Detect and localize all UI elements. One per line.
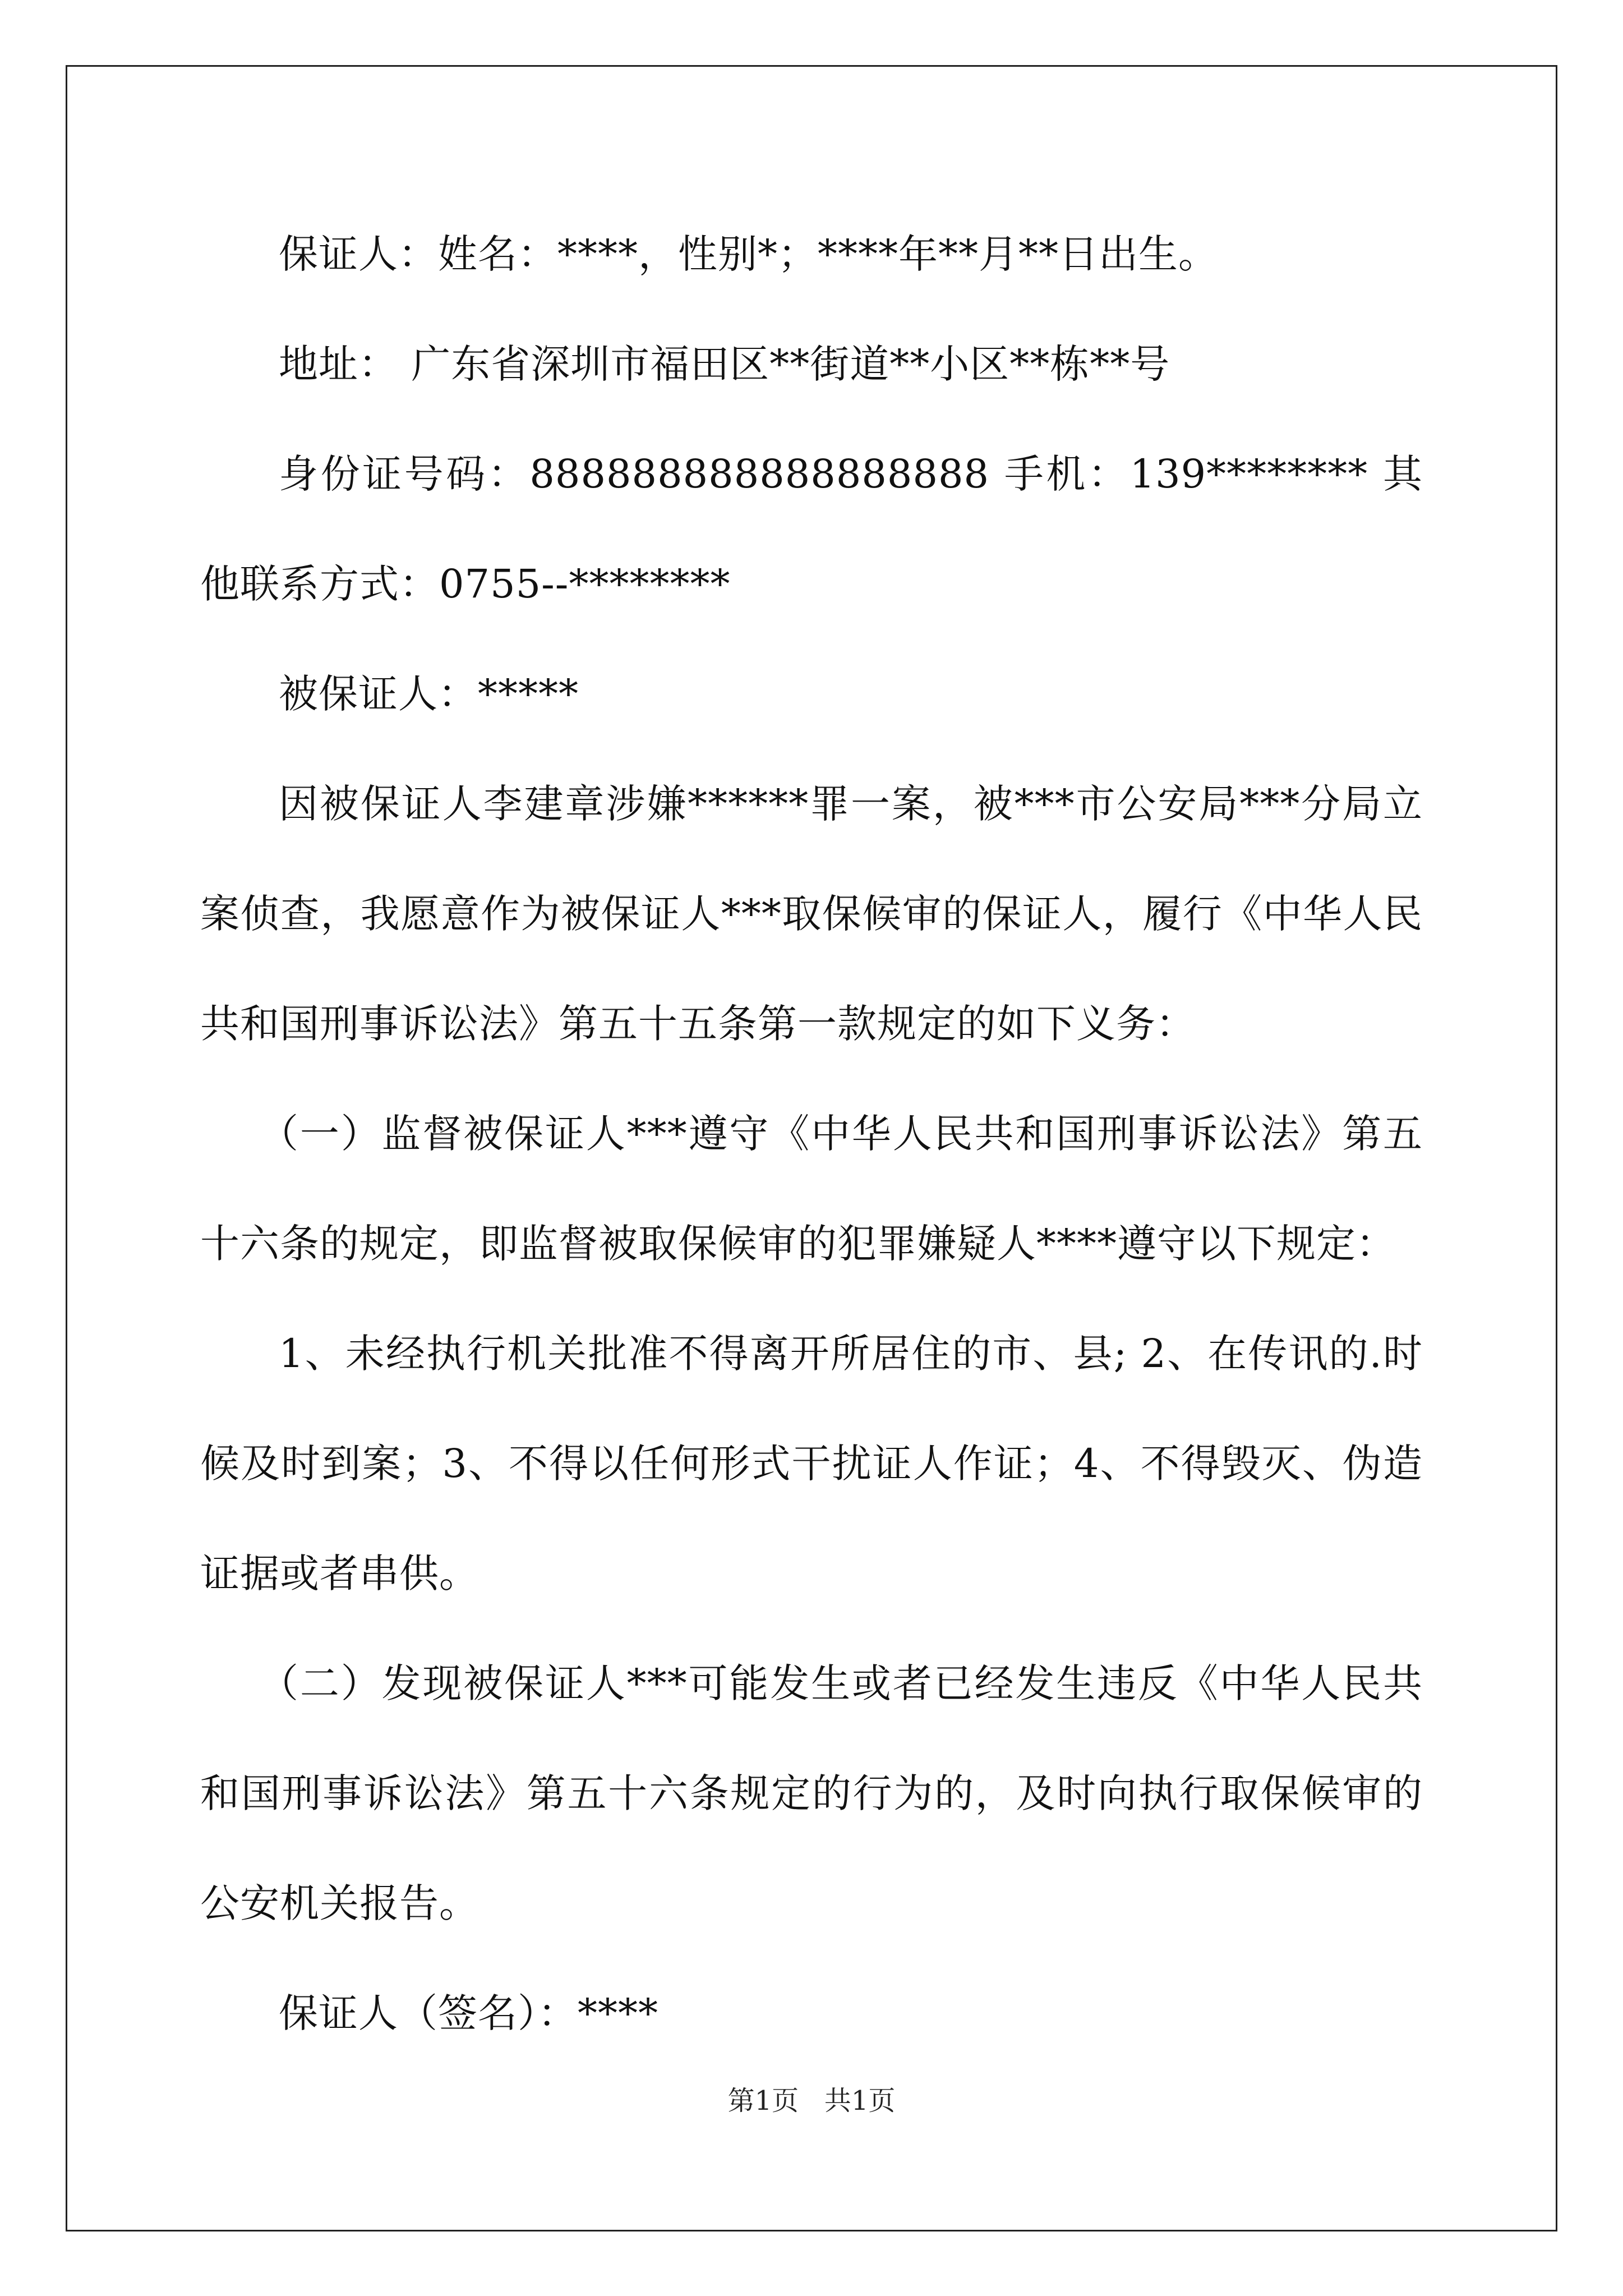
page-footer: 第1页 共1页	[727, 2085, 896, 2116]
guarantor-info: 保证人：姓名：****，性别*；****年**月**日出生。	[279, 231, 1218, 277]
obligation-two: （二）发现被保证人***可能发生或者已经发生违反《中华人民共和国刑事诉讼法》第五十六条规定的行为的，及时向执行取保候审的公安机关报告。	[200, 1660, 1423, 1926]
guaranteed-person: 被保证人：*****	[279, 671, 579, 717]
address-line: 地址： 广东省深圳市福田区**街道**小区**栋**号	[279, 341, 1170, 387]
document-body	[200, 199, 1423, 2068]
obligation-one: （一）监督被保证人***遵守《中华人民共和国刑事诉讼法》第五十六条的规定，即监督被取保候审的犯罪嫌疑人****遵守以下规定：	[200, 1111, 1423, 1267]
id-and-contact: 身份证号码：888888888888888888 手机：139******** 其他联系方式：0755--********	[200, 451, 1423, 607]
rules-list: 1、未经执行机关批准不得离开所居住的市、县; 2、在传讯的.时候及时到案；3、不得以任何形式干扰证人作证；4、不得毁灭、伪造证据或者串供。	[200, 1331, 1423, 1596]
case-statement: 因被保证人李建章涉嫌******罪一案，被***市公安局***分局立案侦查，我愿意作为被保证人***取保候审的保证人，履行《中华人民共和国刑事诉讼法》第五十五条第一款规定的如下义务：	[200, 781, 1423, 1047]
signature-line: 保证人（签名）：****	[279, 1990, 658, 2036]
